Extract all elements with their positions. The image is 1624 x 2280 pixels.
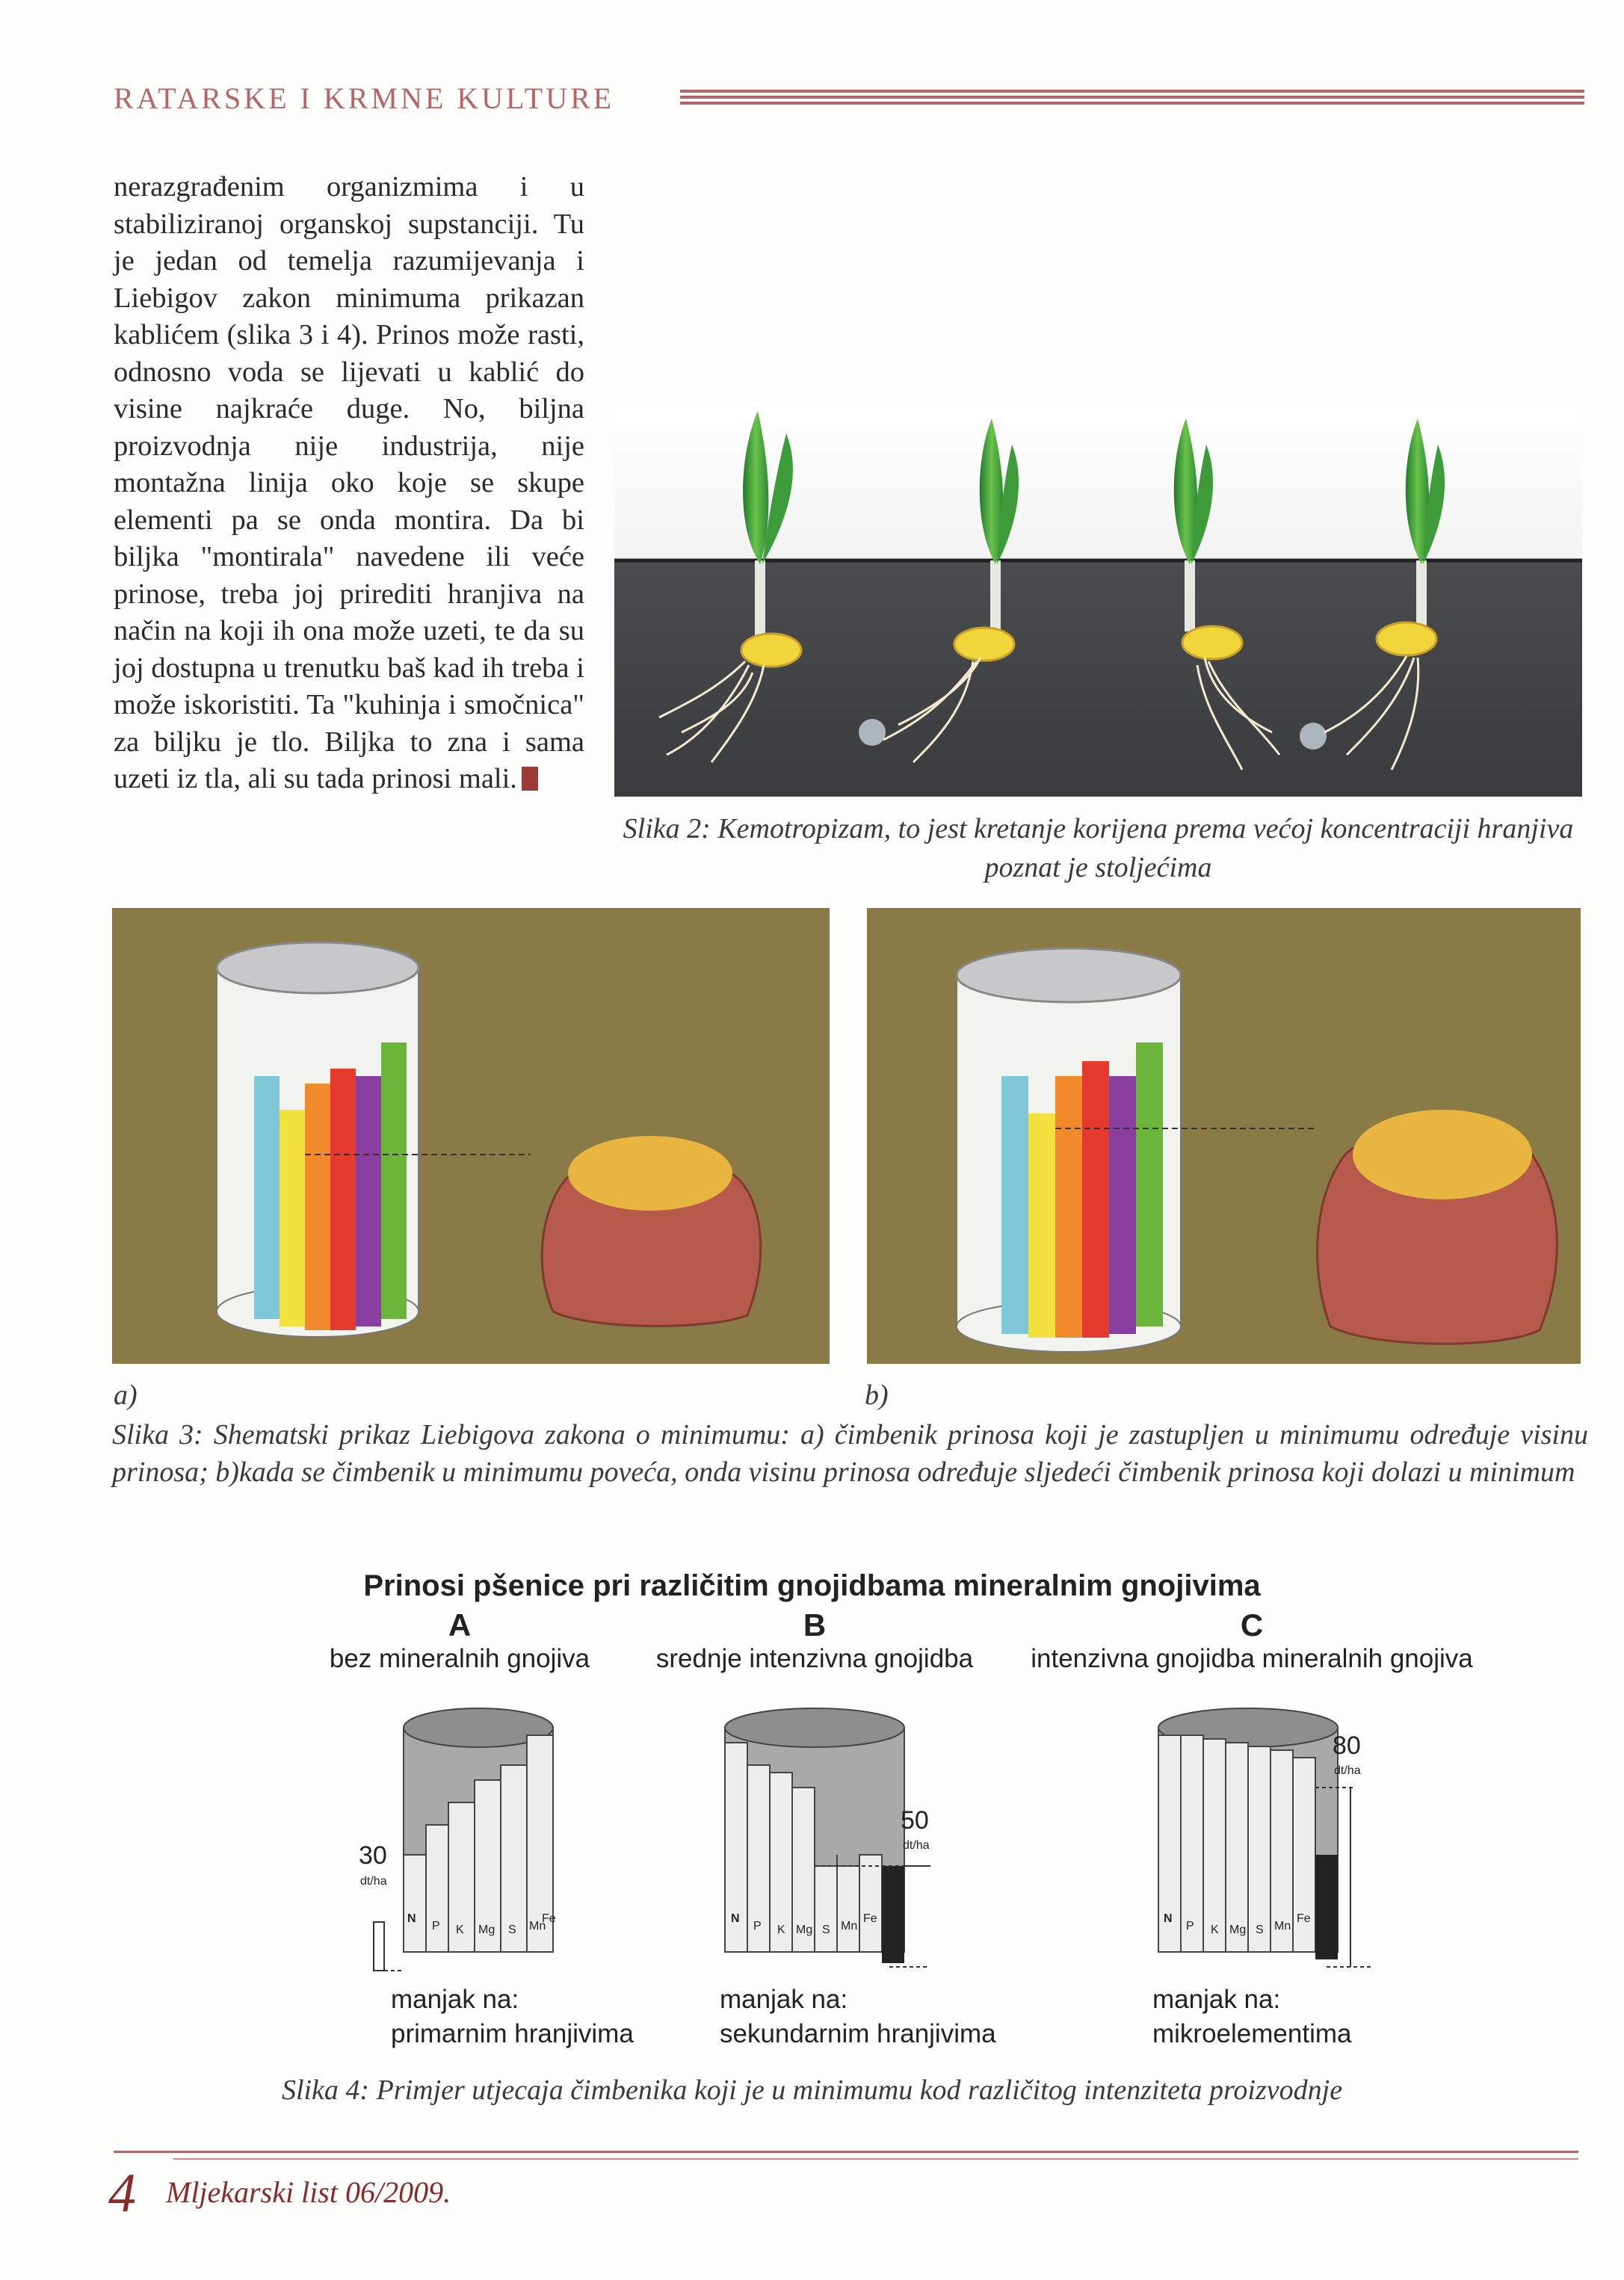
article-paragraph: nerazgrađenim organizmima i u stabiliziranoj organskoj supstanciji. Tu je jedan od temelja razumijevanja i Liebigov zakon minimuma prikazan kablićem (slika 3 i 4). Prinos može rasti, odnosno voda se lijevati u kablić do visine najkraće duge. No, biljna proizvodnja nije industrija, nije montažna linija oko koje se skupe elementi pa se onda montira. Da bi biljka "montirala" navedene ili veće prinose, treba joj prirediti hranjiva na način na koji ih ona može uzeti, te da su joj dostupna u trenutku baš kad ih treba i može iskoristiti. Ta "kuhinja i smočnica" za biljku je tlo. Biljka to zna i sama uzeti iz tla, ali su tada prinosi mali.	[114, 171, 584, 794]
yield-unit: dt/ha	[360, 1875, 387, 1888]
figure-4-pane-c	[1147, 1705, 1394, 1982]
header-rule	[680, 90, 1584, 111]
stave-label: Mn	[841, 1920, 858, 1933]
deficit-type: sekundarnim hranjivima	[720, 2019, 996, 2048]
deficit-heading: manjak na:	[720, 1985, 848, 2014]
yield-unit: dt/ha	[1334, 1764, 1361, 1777]
section-header-title: RATARSKE I KRMNE KULTURE	[114, 81, 615, 115]
stave-label: Mg	[796, 1924, 813, 1936]
stave-label: K	[456, 1924, 464, 1936]
footer-rule-secondary	[173, 2158, 1578, 2160]
figure-4-column-a-header	[314, 1608, 605, 1675]
figure-4-title: Prinosi pšenice pri različitim gnojidbama mineralnim gnojivima	[363, 1569, 1261, 1602]
stave-label: N	[407, 1912, 416, 1925]
article-body-text	[114, 169, 584, 798]
journal-name: Mljekarski list 06/2009.	[166, 2175, 451, 2209]
deficit-label-b	[720, 1983, 996, 2051]
stave-label: Fe	[1297, 1912, 1311, 1925]
column-subtitle: srednje intenzivna gnojidba	[655, 1644, 974, 1673]
stave-label: Mg	[478, 1924, 495, 1936]
stave-label: S	[1256, 1924, 1264, 1936]
stave-label: Mg	[1229, 1924, 1247, 1936]
stave-label: Mn	[1274, 1920, 1291, 1933]
figure-4-column-b-header	[635, 1608, 994, 1675]
stave-label: K	[777, 1924, 785, 1936]
page-number: 4	[108, 2163, 136, 2224]
column-letter: B	[803, 1607, 827, 1643]
stave-label: P	[1186, 1920, 1194, 1933]
figure-4-column-c-header	[1005, 1608, 1498, 1675]
yield-value: 30	[359, 1841, 387, 1870]
stave-label: S	[508, 1924, 516, 1936]
column-letter: C	[1240, 1607, 1264, 1643]
stave-label: Mn	[529, 1920, 546, 1933]
figure-3b-label: b)	[865, 1380, 889, 1411]
figure-2-illustration	[614, 404, 1582, 797]
stave-label: P	[432, 1920, 440, 1933]
stave-label: K	[1211, 1924, 1219, 1936]
yield-unit: dt/ha	[903, 1839, 930, 1852]
column-subtitle: bez mineralnih gnojiva	[329, 1644, 590, 1673]
yield-value: 50	[901, 1806, 929, 1835]
figure-4-caption: Slika 4: Primjer utjecaja čimbenika koji je u minimumu kod različitog intenziteta proizvodnje	[281, 2074, 1343, 2106]
stave-label: P	[753, 1920, 762, 1933]
figure-4-pane-a	[344, 1705, 590, 1982]
grain-sack-a	[542, 1136, 761, 1326]
figure-3a-label: a)	[114, 1380, 138, 1411]
stave-label: Fe	[863, 1912, 877, 1925]
figure-2-caption: Slika 2: Kemotropizam, to jest kretanje korijena prema većoj koncentraciji hranjiva poznat je stoljećima	[623, 813, 1574, 883]
figure-3a-barrel-illustration	[112, 908, 830, 1364]
end-of-article-mark	[522, 767, 538, 791]
deficit-label-a	[391, 1983, 634, 2051]
deficit-label-c	[1152, 1983, 1351, 2051]
deficit-type: mikroelementima	[1152, 2019, 1352, 2048]
deficit-heading: manjak na:	[391, 1985, 519, 2014]
figure-3b-barrel-illustration	[867, 908, 1581, 1364]
deficit-heading: manjak na:	[1152, 1985, 1281, 2014]
stave-label: S	[822, 1924, 830, 1936]
column-letter: A	[448, 1607, 472, 1643]
footer-rule	[114, 2151, 1578, 2153]
stave-label: N	[731, 1912, 740, 1925]
figure-4-pane-b	[703, 1705, 949, 1982]
yield-value: 80	[1333, 1731, 1361, 1760]
figure-3-caption: Slika 3: Shematski prikaz Liebigova zakona o minimumu: a) čimbenik prinosa koji je zastupljen u minimumu određuje visinu prinosa; b)kada se čimbenik u minimumu poveća, onda visinu prinosa određuje sljedeći čimbenik prinosa koji dolazi u minimum	[112, 1419, 1588, 1488]
stave-label: Fe	[542, 1912, 556, 1925]
column-subtitle: intenzivna gnojidba mineralnih gnojiva	[1031, 1644, 1473, 1673]
deficit-type: primarnim hranjivima	[391, 2019, 634, 2048]
stave-label: N	[1164, 1912, 1173, 1925]
